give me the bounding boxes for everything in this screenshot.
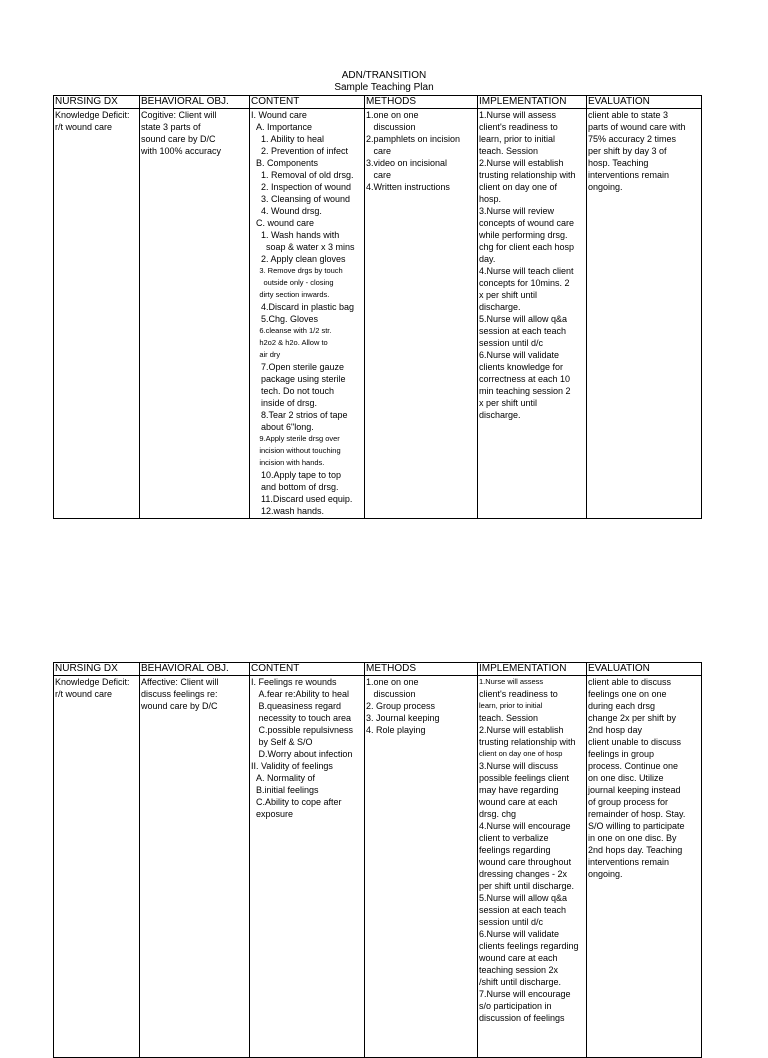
cell-line: process. Continue one — [588, 761, 679, 771]
cell-line: journal keeping instead — [588, 785, 681, 795]
cell-line: 2.Nurse will establish — [479, 158, 564, 168]
cell-line: x per shift until — [479, 398, 538, 408]
cell-line: of group process for — [588, 797, 669, 807]
cell-line: session at each teach — [479, 905, 567, 915]
cell-line: I. Feelings re wounds — [251, 677, 337, 687]
cell-line: concepts for 10mins. 2 — [479, 278, 570, 288]
nursing-dx-cell — [54, 676, 140, 1058]
cell-line: 3.Nurse will discuss — [479, 761, 559, 771]
cell-line: discussion — [366, 122, 416, 132]
cell-line: A. Importance — [251, 122, 313, 132]
cell-line: 6.cleanse with 1/2 str. — [251, 326, 332, 335]
cell-line: client able to state 3 — [588, 110, 669, 120]
cell-line: concepts of wound care — [479, 218, 575, 228]
cell-line: 9.Apply sterile drsg over — [251, 434, 340, 443]
cell-line: 1.Nurse will assess — [479, 110, 557, 120]
evaluation-cell — [587, 109, 702, 519]
cell-line: per shift by day 3 of — [588, 146, 667, 156]
cell-line: 3. Journal keeping — [366, 713, 440, 723]
cell-line: A.fear re:Ability to heal — [251, 689, 350, 699]
cell-line: parts of wound care with — [588, 122, 686, 132]
cell-line: 2. Group process — [366, 701, 436, 711]
cell-line: client's readiness to — [479, 689, 558, 699]
cell-line: 1. Wash hands with — [251, 230, 340, 240]
column-header-methods: METHODS — [365, 96, 478, 109]
methods-cell — [365, 109, 478, 519]
cell-line: discharge. — [479, 410, 521, 420]
behavioral-obj-cell — [140, 676, 250, 1058]
cell-line: client's readiness to — [479, 122, 558, 132]
cell-line: B. Components — [251, 158, 319, 168]
cell-line: may have regarding — [479, 785, 559, 795]
document-title: ADN/TRANSITION — [341, 70, 427, 81]
column-header-content: CONTENT — [250, 663, 365, 676]
cell-line: 2nd hops day. Teaching — [588, 845, 683, 855]
cell-line: wound care at each — [479, 953, 558, 963]
cell-line: C.possible repulsivness — [251, 725, 354, 735]
cell-line: 8.Tear 2 strios of tape — [251, 410, 348, 420]
cell-line: trusting relationship with — [479, 170, 576, 180]
cell-line: 4. Role playing — [366, 725, 426, 735]
cell-line: discussion — [366, 689, 416, 699]
cell-line: about 6"long. — [251, 422, 314, 432]
column-header-implementation: IMPLEMENTATION — [478, 96, 587, 109]
cell-line: 3. Remove drgs by touch — [251, 266, 343, 275]
content-cell — [250, 676, 365, 1058]
cell-line: teaching session 2x — [479, 965, 559, 975]
cell-line: 2. Inspection of wound — [251, 182, 352, 192]
cell-line: inside of drsg. — [251, 398, 318, 408]
cell-line: chg for client each hosp — [479, 242, 575, 252]
cell-line: session at each teach — [479, 326, 567, 336]
cell-line: 4.Nurse will teach client — [479, 266, 574, 276]
cell-line: ongoing. — [588, 182, 623, 192]
cell-line: 2.pamphlets on incision — [366, 134, 461, 144]
cell-line: 1.one on one — [366, 110, 419, 120]
cell-line: on one disc. Utilize — [588, 773, 664, 783]
cell-line: discharge. — [479, 302, 521, 312]
cell-line: tech. Do not touch — [251, 386, 335, 396]
cell-line: A. Normality of — [251, 773, 316, 783]
cell-line: care — [366, 170, 392, 180]
cell-line: incision with hands. — [251, 458, 325, 467]
cell-line: during each drsg — [588, 701, 656, 711]
evaluation-cell — [587, 676, 702, 1058]
cell-line: wound care at each — [479, 797, 558, 807]
cell-line: incision without touching — [251, 446, 341, 455]
cell-line: min teaching session 2 — [479, 386, 571, 396]
cell-line: client unable to discuss — [588, 737, 682, 747]
cell-line: trusting relationship with — [479, 737, 576, 747]
nursing-dx-cell — [54, 109, 140, 519]
cell-line: 4. Wound drsg. — [251, 206, 322, 216]
cell-line: hosp. — [479, 194, 502, 204]
cell-line: day. — [479, 254, 496, 264]
column-header-evaluation: EVALUATION — [587, 663, 702, 676]
cell-line: teach. Session — [479, 146, 539, 156]
cell-line: 75% accuracy 2 times — [588, 134, 677, 144]
column-header-methods: METHODS — [365, 663, 478, 676]
table-row — [54, 109, 702, 519]
cell-line: 3.Nurse will review — [479, 206, 555, 216]
cell-line: 5.Chg. Gloves — [251, 314, 319, 324]
cell-line: C. wound care — [251, 218, 315, 228]
cell-line: soap & water x 3 mins — [251, 242, 355, 252]
cell-line: learn, prior to initial — [479, 701, 543, 710]
cell-line: exposure — [251, 809, 294, 819]
column-header-behavioral-obj: BEHAVIORAL OBJ. — [140, 96, 250, 109]
cell-line: 3.video on incisional — [366, 158, 448, 168]
cell-line: interventions remain — [588, 170, 670, 180]
cell-line: client able to discuss — [588, 677, 672, 687]
cell-line: Knowledge Deficit: — [55, 677, 130, 687]
column-header-content: CONTENT — [250, 96, 365, 109]
cell-line: s/o participation in — [479, 1001, 552, 1011]
column-header-nursing-dx: NURSING DX — [54, 96, 140, 109]
cell-line: 6.Nurse will validate — [479, 350, 560, 360]
implementation-cell — [478, 676, 587, 1058]
cell-line: 6.Nurse will validate — [479, 929, 560, 939]
cell-line: correctness at each 10 — [479, 374, 571, 384]
cell-line: care — [366, 146, 392, 156]
cell-line: in one on one disc. By — [588, 833, 677, 843]
methods-cell — [365, 676, 478, 1058]
cell-line: 1. Ability to heal — [251, 134, 325, 144]
cell-line: sound care by D/C — [141, 134, 216, 144]
cell-line: 1. Removal of old drsg. — [251, 170, 354, 180]
column-header-implementation: IMPLEMENTATION — [478, 663, 587, 676]
cell-line: 7.Nurse will encourage — [479, 989, 571, 999]
cell-line: remainder of hosp. Stay. — [588, 809, 686, 819]
cell-line: /shift until discharge. — [479, 977, 562, 987]
cell-line: Cogitive: Client will — [141, 110, 217, 120]
cell-line: 2.Nurse will establish — [479, 725, 564, 735]
teaching-plan-table-affective — [53, 662, 702, 1058]
cell-line: learn, prior to initial — [479, 134, 556, 144]
cell-line: D.Worry about infection — [251, 749, 353, 759]
cell-line: Knowledge Deficit: — [55, 110, 130, 120]
cell-line: 2nd hosp day — [588, 725, 643, 735]
cell-line: ongoing. — [588, 869, 623, 879]
cell-line: and bottom of drsg. — [251, 482, 339, 492]
table-header-row — [54, 96, 702, 109]
cell-line: h2o2 & h2o. Allow to — [251, 338, 328, 347]
cell-line: state 3 parts of — [141, 122, 201, 132]
column-header-evaluation: EVALUATION — [587, 96, 702, 109]
cell-line: r/t wound care — [55, 122, 113, 132]
cell-line: 5.Nurse will allow q&a — [479, 314, 568, 324]
cell-line: discussion of feelings — [479, 1013, 565, 1023]
teaching-plan-table-cognitive — [53, 95, 702, 519]
column-header-behavioral-obj: BEHAVIORAL OBJ. — [140, 663, 250, 676]
cell-line: 11.Discard used equip. — [251, 494, 353, 504]
cell-line: session until d/c — [479, 338, 544, 348]
cell-line: with 100% accuracy — [141, 146, 222, 156]
cell-line: hosp. Teaching — [588, 158, 649, 168]
cell-line: 5.Nurse will allow q&a — [479, 893, 568, 903]
cell-line: wound care by D/C — [141, 701, 218, 711]
content-cell — [250, 109, 365, 519]
behavioral-obj-cell — [140, 109, 250, 519]
cell-line: feelings regarding — [479, 845, 551, 855]
cell-line: per shift until discharge. — [479, 881, 575, 891]
cell-line: drsg. chg — [479, 809, 517, 819]
cell-line: outside only - closing — [251, 278, 334, 287]
cell-line: feelings one on one — [588, 689, 667, 699]
cell-line: session until d/c — [479, 917, 544, 927]
cell-line: necessity to touch area — [251, 713, 352, 723]
cell-line: Affective: Client will — [141, 677, 219, 687]
cell-line: teach. Session — [479, 713, 539, 723]
cell-line: 7.Open sterile gauze — [251, 362, 345, 372]
cell-line: 4.Discard in plastic bag — [251, 302, 355, 312]
cell-line: S/O willing to participate — [588, 821, 685, 831]
cell-line: by Self & S/O — [251, 737, 313, 747]
cell-line: possible feelings client — [479, 773, 570, 783]
cell-line: 4.Nurse will encourage — [479, 821, 571, 831]
cell-line: air dry — [251, 350, 281, 359]
cell-line: 3. Cleansing of wound — [251, 194, 351, 204]
column-header-nursing-dx: NURSING DX — [54, 663, 140, 676]
cell-line: B.initial feelings — [251, 785, 319, 795]
cell-line: dirty section inwards. — [251, 290, 330, 299]
cell-line: II. Validity of feelings — [251, 761, 333, 771]
cell-line: discuss feelings re: — [141, 689, 218, 699]
cell-line: 2. Prevention of infect — [251, 146, 349, 156]
cell-line: dressing changes - 2x — [479, 869, 568, 879]
cell-line: interventions remain — [588, 857, 670, 867]
cell-line: wound care throughout — [479, 857, 572, 867]
cell-line: I. Wound care — [251, 110, 307, 120]
cell-line: change 2x per shift by — [588, 713, 677, 723]
cell-line: client on day one of — [479, 182, 558, 192]
cell-line: 4.Written instructions — [366, 182, 450, 192]
table-header-row — [54, 663, 702, 676]
cell-line: C.Ability to cope after — [251, 797, 342, 807]
cell-line: 12.wash hands. — [251, 506, 325, 516]
implementation-cell — [478, 109, 587, 519]
cell-line: 10.Apply tape to top — [251, 470, 342, 480]
cell-line: 2. Apply clean gloves — [251, 254, 346, 264]
cell-line: clients feelings regarding — [479, 941, 579, 951]
cell-line: package using sterile — [251, 374, 346, 384]
cell-line: x per shift until — [479, 290, 538, 300]
cell-line: while performing drsg. — [479, 230, 568, 240]
cell-line: B.queasiness regard — [251, 701, 342, 711]
cell-line: 1.Nurse will assess — [479, 677, 544, 686]
cell-line: client on day one of hosp — [479, 749, 563, 758]
cell-line: clients knowledge for — [479, 362, 564, 372]
cell-line: r/t wound care — [55, 689, 113, 699]
table-row — [54, 676, 702, 1058]
document-subtitle: Sample Teaching Plan — [334, 82, 434, 93]
cell-line: 1.one on one — [366, 677, 419, 687]
cell-line: client to verbalize — [479, 833, 549, 843]
cell-line: feelings in group — [588, 749, 655, 759]
